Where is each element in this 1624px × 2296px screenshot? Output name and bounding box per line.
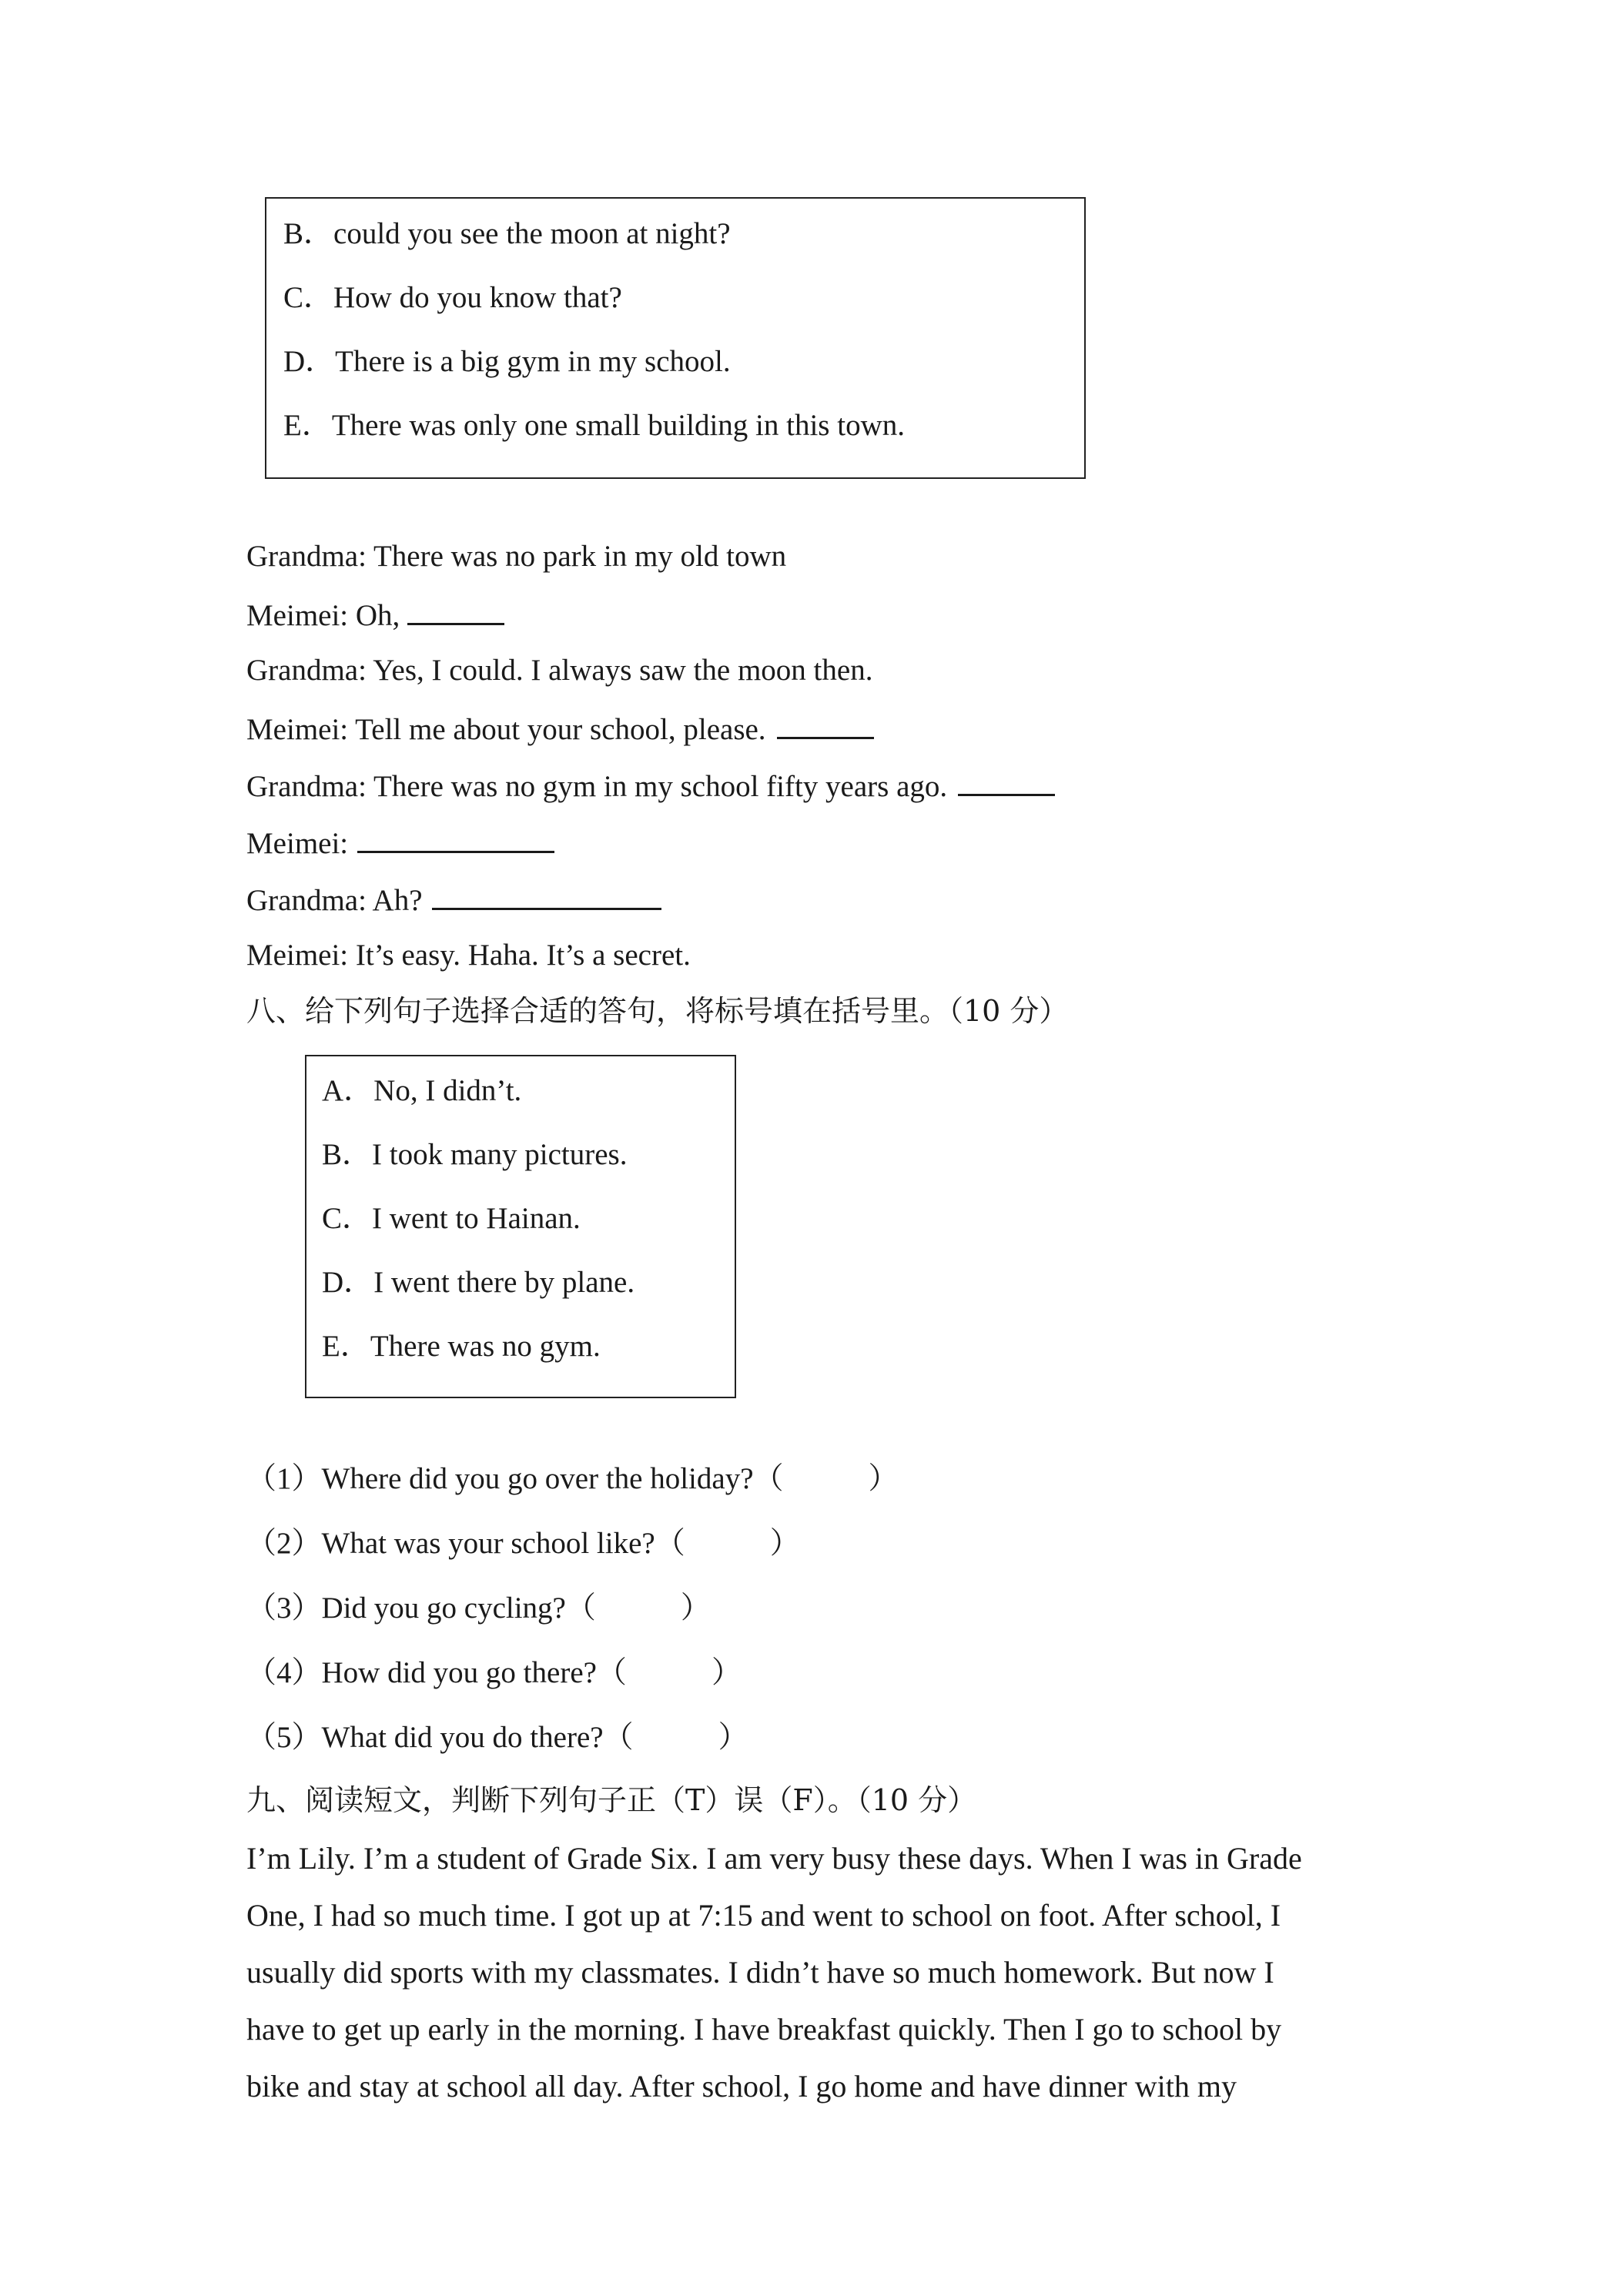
question-5: （5）What did you do there?（ ） bbox=[246, 1721, 748, 1754]
dialogue-line-1: Grandma: There was no park in my old town bbox=[246, 540, 787, 573]
dialogue-line-4: Meimei: Tell me about your school, please. bbox=[246, 712, 874, 745]
reading-passage-line-5: bike and stay at school all day. After school, I go home and have dinner with my bbox=[246, 2069, 1237, 2104]
reading-passage-line-1: I’m Lily. I’m a student of Grade Six. I am very busy these days. When I was in Grade bbox=[246, 1841, 1302, 1876]
option-text: How do you know that? bbox=[333, 281, 622, 314]
answer-blank[interactable] bbox=[357, 826, 554, 853]
reading-passage-line-3: usually did sports with my classmates. I didn’t have so much homework. But now I bbox=[246, 1955, 1274, 1990]
option-b: B．I took many pictures. bbox=[322, 1138, 628, 1171]
option-text: could you see the moon at night? bbox=[333, 217, 731, 250]
option-e: E．There was only one small building in this town. bbox=[283, 409, 905, 442]
reading-passage-line-4: have to get up early in the morning. I have breakfast quickly. Then I go to school by bbox=[246, 2012, 1282, 2047]
option-c: C．How do you know that? bbox=[283, 281, 622, 314]
option-text: There was no gym. bbox=[370, 1330, 601, 1363]
question-4: （4）How did you go there?（ ） bbox=[246, 1656, 742, 1689]
dialogue-line-5: Grandma: There was no gym in my school fifty years ago. bbox=[246, 769, 1055, 802]
question-3: （3）Did you go cycling?（ ） bbox=[246, 1591, 711, 1625]
answer-blank[interactable] bbox=[958, 769, 1055, 796]
option-d: D．I went there by plane. bbox=[322, 1266, 635, 1299]
dialogue-line-8: Meimei: It’s easy. Haha. It’s a secret. bbox=[246, 939, 691, 972]
option-text: I went there by plane. bbox=[373, 1266, 635, 1299]
option-text: There was only one small building in this town. bbox=[331, 409, 905, 442]
option-d: D．There is a big gym in my school. bbox=[283, 345, 731, 378]
question-1: （1）Where did you go over the holiday?（ ） bbox=[246, 1462, 899, 1495]
dialogue-line-3: Grandma: Yes, I could. I always saw the moon then. bbox=[246, 654, 873, 687]
option-text: I went to Hainan. bbox=[372, 1202, 581, 1235]
dialogue-line-2: Meimei: Oh, bbox=[246, 598, 504, 631]
option-a: A．No, I didn’t. bbox=[322, 1074, 522, 1107]
option-text: No, I didn’t. bbox=[373, 1074, 522, 1107]
answer-blank[interactable] bbox=[777, 712, 874, 739]
dialogue-line-6: Meimei: bbox=[246, 826, 554, 858]
option-text: I took many pictures. bbox=[372, 1138, 628, 1171]
answer-blank[interactable] bbox=[432, 883, 661, 910]
option-text: There is a big gym in my school. bbox=[335, 345, 731, 378]
option-b: B．could you see the moon at night? bbox=[283, 217, 731, 250]
question-2: （2）What was your school like?（ ） bbox=[246, 1527, 800, 1560]
dialogue-line-7: Grandma: Ah? bbox=[246, 883, 661, 915]
option-c: C．I went to Hainan. bbox=[322, 1202, 581, 1235]
section-8-heading: 八、给下列句子选择合适的答句，将标号填在括号里。（10 分） bbox=[246, 994, 1069, 1028]
option-e: E．There was no gym. bbox=[322, 1330, 601, 1363]
section-9-heading: 九、阅读短文，判断下列句子正（T）误（F）。（10 分） bbox=[246, 1783, 977, 1817]
reading-passage-line-2: One, I had so much time. I got up at 7:15 and went to school on foot. After school, I bbox=[246, 1898, 1281, 1933]
answer-blank[interactable] bbox=[407, 598, 504, 625]
